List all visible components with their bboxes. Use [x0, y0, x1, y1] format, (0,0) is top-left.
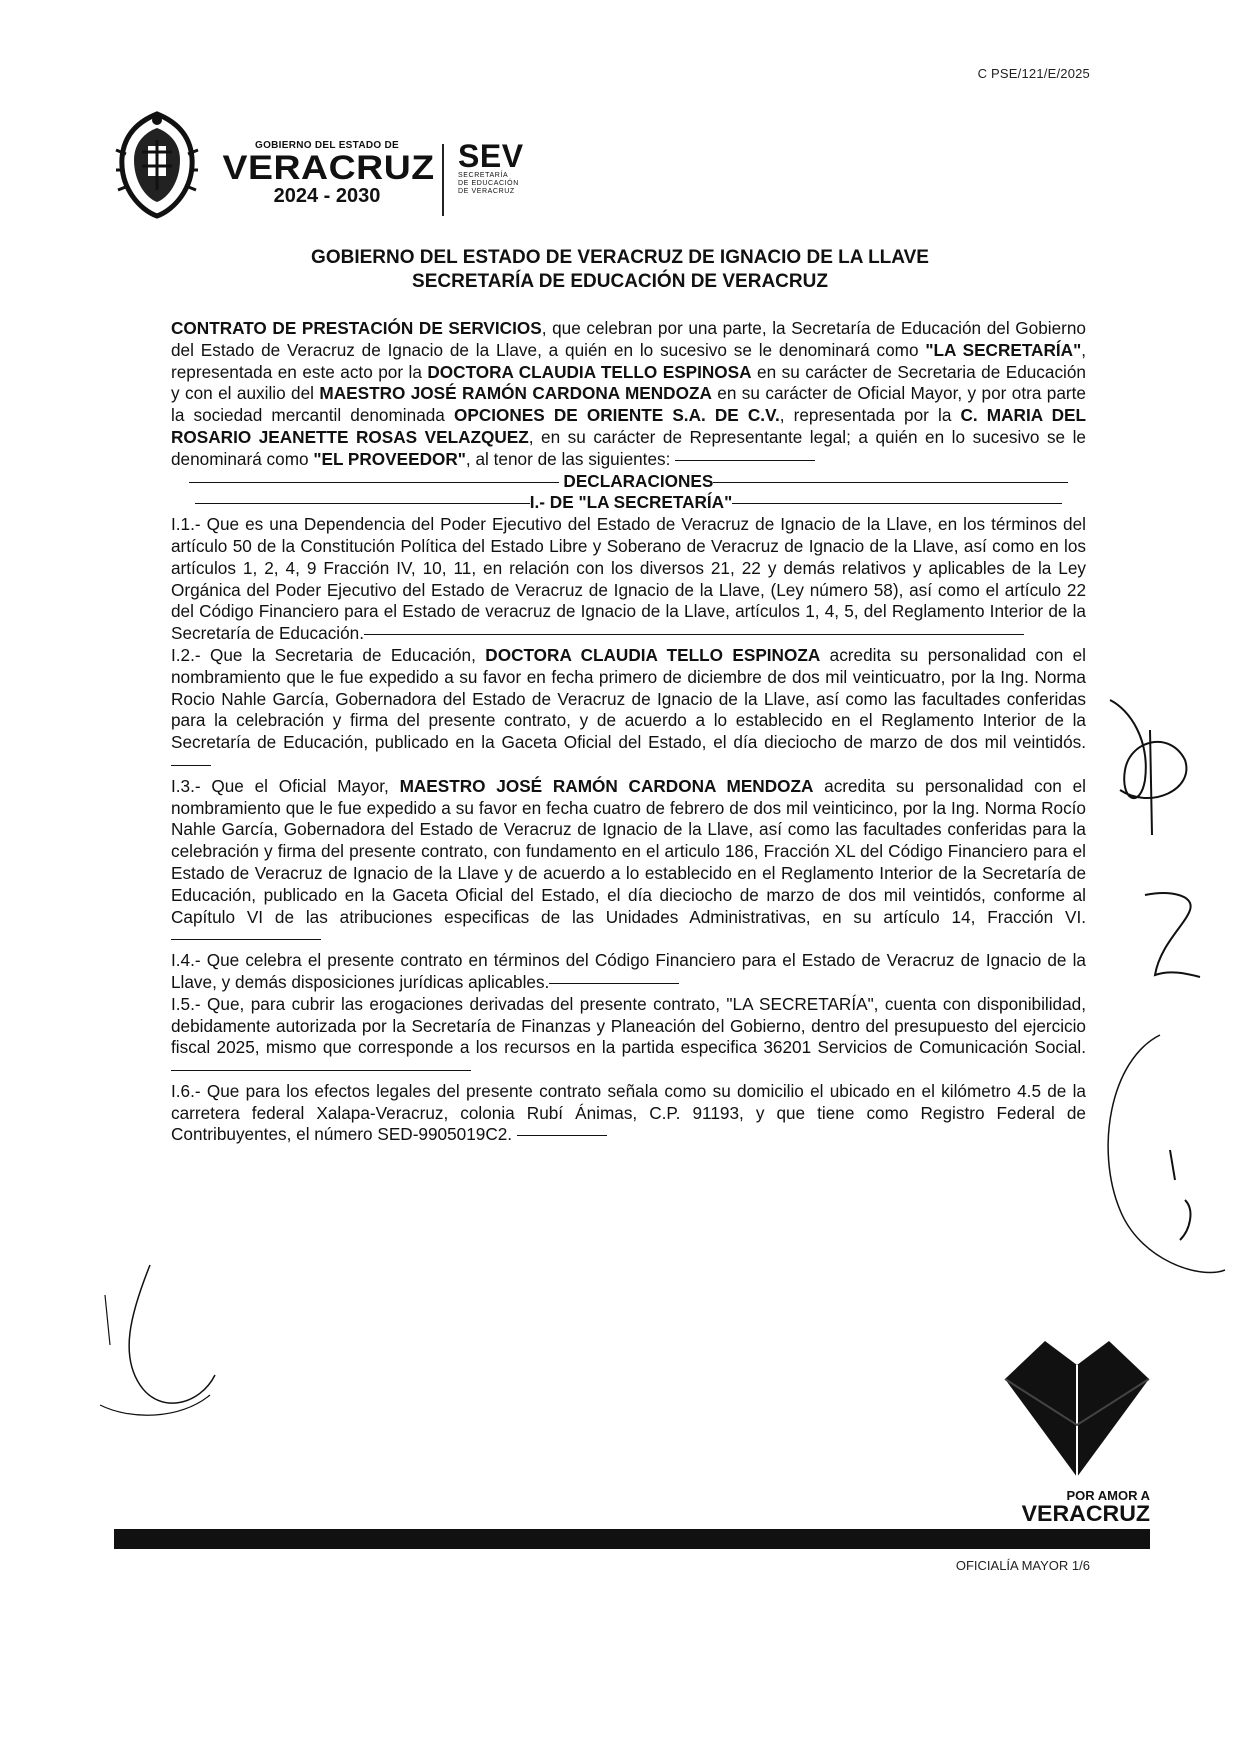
clause-bold: DOCTORA CLAUDIA TELLO ESPINOZA — [485, 644, 821, 665]
signature-mark-2-icon — [1140, 885, 1210, 985]
clause-1-5 — [171, 994, 1086, 1081]
clause-text: Que es una Dependencia del Poder Ejecutivo del Estado de Veracruz de Ignacio de la Llave, en los términos del artículo 50 de la Constitución Política del Estado Libre y Soberano de Veracruz de Ignacio de la Llave, así como en los artículos 1, 2, 4, 9 Fracción IV, 10, 11, en relación con los diversos 21, 22 y demás relativos y aplicables de la Ley Orgánica del Poder Ejecutivo del Estado de Veracruz de Ignacio de la Llave, (Ley número 58), así como el artículo 22 del Código Financiero para el Estado de veracruz de Ignacio de la Llave, artículos 1, 4, 5, del Reglamento Interior de la Secretaría de Educación. — [171, 514, 1086, 644]
government-logo — [222, 140, 435, 207]
intro-text-7: , al tenor de las siguientes: — [465, 448, 671, 469]
brand-line-1: POR AMOR A — [1066, 1488, 1150, 1503]
clause-label: I.1.- — [171, 514, 201, 535]
sev-logo-sub3: DE VERACRUZ — [458, 188, 515, 195]
logo-divider — [442, 144, 444, 216]
document-reference: C PSE/121/E/2025 — [977, 66, 1090, 81]
clause-1-2 — [171, 645, 1086, 776]
document-title — [0, 246, 1240, 294]
intro-text-2: , representada en este acto por la — [171, 339, 1086, 382]
brand-line-2: VERACRUZ — [1021, 1501, 1150, 1526]
clause-text: Que para los efectos legales del presente contrato señala como su domicilio el ubicado en el kilómetro 4.5 de la carretera federal Xalapa-Veracruz, colonia Rubí Ánimas, C.P. 91193, y que tiene como Registro Federal de Contribuyentes, el número SED-9905019C2. — [171, 1080, 1086, 1145]
clause-label: I.4.- — [171, 950, 201, 971]
intro-text-1: , que celebran por una parte, la Secretaría de Educación del Gobierno del Estado de Veracruz de Ignacio de la Llave, a quién en lo sucesivo se le denominará como — [171, 318, 1086, 360]
intro-bold-7: "EL PROVEEDOR" — [313, 448, 466, 469]
contract-body — [171, 318, 1086, 1146]
intro-paragraph — [171, 318, 1086, 471]
sev-logo-big: SEV — [458, 138, 524, 174]
clause-bold: MAESTRO JOSÉ RAMÓN CARDONA MENDOZA — [399, 775, 814, 796]
clause-text: Que el Oficial Mayor, — [200, 775, 400, 796]
declaraciones-heading — [171, 471, 1086, 493]
declaraciones-label: DECLARACIONES — [563, 470, 714, 491]
gov-logo-big: VERACRUZ — [222, 149, 435, 187]
clause-text: acredita su personalidad con el nombramiento que le fue expedido a su favor en fecha cuatro de febrero de dos mil veinticinco, por la Ing. Norma Rocío Nahle García, Gobernadora del Estado de Veracruz de Ignacio de la Llave, así como las facultades conferidas para la celebración y firma del presente contrato, con fundamento en el articulo 186, Fracción XL del Código Financiero para el Estado de Veracruz de Ignacio de la Llave y de acuerdo a lo establecido en el Reglamento Interior de la Secretaría de Educación, publicado en la Gaceta Oficial del Estado, el día dieciocho de marzo de dos mil veintidós, conforme al Capítulo VI de las atribuciones especificas de las Unidades Administrativas, en su artículo 14, Fracción VI. — [171, 775, 1086, 927]
sev-logo — [458, 140, 524, 196]
clause-text: Que la Secretaria de Educación, — [200, 644, 486, 665]
intro-bold-2: "LA SECRETARÍA" — [925, 339, 1082, 360]
signature-mark-1-icon — [1090, 690, 1200, 840]
section-1-label: I.- DE "LA SECRETARÍA" — [529, 492, 733, 513]
footer-bar — [114, 1529, 1150, 1549]
clause-text: acredita su personalidad con el nombramiento que le fue expedido a su favor en fecha primero de diciembre de dos mil veinticuatro, por la Ing. Norma Rocio Nahle García, Gobernadora del Estado de Veracruz de Ignacio de la Llave, así como las facultades conferidas para la celebración y firma del presente contrato, y de acuerdo a lo establecido en el Reglamento Interior de la Secretaría de Educación, publicado en la Gaceta Oficial del Estado, el día dieciocho de marzo de dos mil veintidós. — [171, 644, 1086, 753]
clause-1-4 — [171, 950, 1086, 994]
clause-1-3 — [171, 776, 1086, 950]
clause-text: Que celebra el presente contrato en términos del Código Financiero para el Estado de Veracruz de Ignacio de la Llave, y demás disposiciones jurídicas aplicables. — [171, 950, 1086, 992]
veracruz-heart-icon — [1003, 1335, 1151, 1480]
clause-label: I.3.- — [171, 775, 201, 796]
intro-bold-5: OPCIONES DE ORIENTE S.A. DE C.V. — [453, 405, 780, 426]
intro-text-4: en su carácter de Oficial Mayor, y por otra parte la sociedad mercantil denominada — [171, 383, 1086, 426]
sev-logo-sub2: DE EDUCACIÓN — [458, 180, 519, 187]
clause-1-6 — [171, 1081, 1086, 1146]
brand-slogan — [1012, 1488, 1150, 1525]
signature-mark-4-icon — [90, 1255, 260, 1425]
section-1-heading — [171, 492, 1086, 514]
clause-label: I.2.- — [171, 644, 201, 665]
clause-text: Que, para cubrir las erogaciones derivadas del presente contrato, "LA SECRETARÍA", cuenta con disponibilidad, debidamente autorizada por la Secretaría de Finanzas y Planeación del Gobierno, dentro del presupuesto del ejercicio fiscal 2025, mismo que corresponde a los recursos en la partida especifica 36201 Servicios de Comunicación Social. — [171, 993, 1086, 1058]
gov-logo-small: GOBIERNO DEL ESTADO DE — [254, 140, 400, 151]
clause-label: I.6.- — [171, 1080, 201, 1101]
intro-text-3: en su carácter de Secretaria de Educación y con el auxilio del — [171, 361, 1086, 404]
page-footer: OFICIALÍA MAYOR 1/6 — [955, 1558, 1090, 1573]
intro-bold-3: DOCTORA CLAUDIA TELLO ESPINOSA — [427, 361, 752, 382]
intro-bold-6: C. MARIA DEL ROSARIO JEANETTE ROSAS VELAZQUEZ — [171, 405, 1086, 447]
signature-mark-3-icon — [1100, 1030, 1230, 1290]
header-logos — [112, 110, 572, 220]
intro-text-6: , en su carácter de Representante legal; a quién en lo sucesivo se le denominará como — [171, 426, 1086, 469]
gov-logo-years: 2024 - 2030 — [273, 185, 381, 207]
title-line-1: GOBIERNO DEL ESTADO DE VERACRUZ DE IGNACIO DE LA LLAVE — [311, 247, 929, 268]
sev-logo-sub1: SECRETARÍA — [458, 172, 509, 179]
clause-label: I.5.- — [171, 993, 201, 1014]
clause-1-1 — [171, 514, 1086, 645]
intro-bold-1: CONTRATO DE PRESTACIÓN DE SERVICIOS — [171, 318, 542, 338]
intro-text-5: , representada por la — [779, 405, 961, 426]
title-line-2: SECRETARÍA DE EDUCACIÓN DE VERACRUZ — [412, 271, 828, 292]
intro-bold-4: MAESTRO JOSÉ RAMÓN CARDONA MENDOZA — [319, 383, 712, 404]
coat-of-arms-icon — [112, 110, 202, 220]
